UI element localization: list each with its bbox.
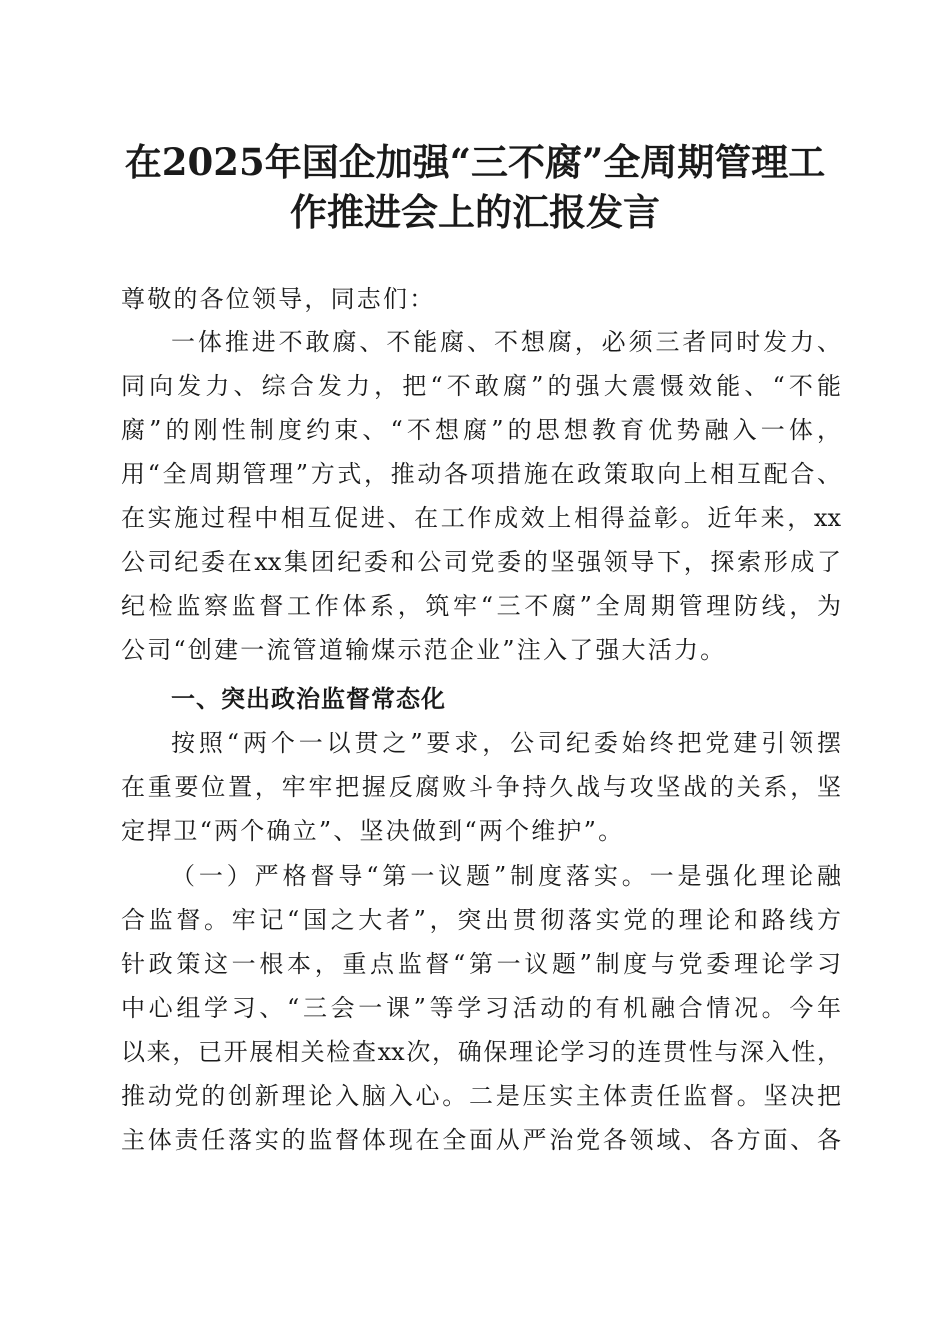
paragraph-line: 用“全周期管理”方式，推动各项措施在政策取向上相互配合、 bbox=[121, 460, 841, 488]
paragraph-line: 针政策这一根本，重点监督“第一议题”制度与党委理论学习 bbox=[121, 950, 841, 978]
paragraph-line: 以来，已开展相关检查xx次，确保理论学习的连贯性与深入性， bbox=[121, 1038, 841, 1066]
paragraph-line: 按照“两个一以贯之”要求，公司纪委始终把党建引领摆 bbox=[171, 729, 841, 757]
paragraph-line: 腐”的刚性制度约束、“不想腐”的思想教育优势融入一体， bbox=[121, 416, 841, 444]
paragraph-line: 推动党的创新理论入脑入心。二是压实主体责任监督。坚决把 bbox=[121, 1082, 841, 1110]
paragraph-line: 公司纪委在xx集团纪委和公司党委的坚强领导下，探索形成了 bbox=[121, 548, 841, 576]
document-title-line-2: 作推进会上的汇报发言 bbox=[290, 190, 660, 234]
paragraph-line: 公司“创建一流管道输煤示范企业”注入了强大活力。 bbox=[121, 636, 727, 664]
paragraph-line: 在重要位置，牢牢把握反腐败斗争持久战与攻坚战的关系，坚 bbox=[121, 773, 841, 801]
paragraph-line: （一）严格督导“第一议题”制度落实。一是强化理论融 bbox=[171, 862, 841, 890]
paragraph-line: 主体责任落实的监督体现在全面从严治党各领域、各方面、各 bbox=[121, 1126, 841, 1154]
section-heading: 一、突出政治监督常态化 bbox=[171, 685, 446, 713]
document-title-line-1: 在2025年国企加强“三不腐”全周期管理工 bbox=[124, 140, 826, 184]
salutation: 尊敬的各位领导，同志们： bbox=[121, 285, 436, 313]
paragraph-line: 中心组学习、“三会一课”等学习活动的有机融合情况。今年 bbox=[121, 994, 841, 1022]
paragraph-line: 在实施过程中相互促进、在工作成效上相得益彰。近年来，xx bbox=[121, 504, 841, 532]
paragraph-line: 一体推进不敢腐、不能腐、不想腐，必须三者同时发力、 bbox=[171, 328, 841, 356]
paragraph-line: 同向发力、综合发力，把“不敢腐”的强大震慑效能、“不能 bbox=[121, 372, 841, 400]
paragraph-line: 定捍卫“两个确立”、坚决做到“两个维护”。 bbox=[121, 817, 625, 845]
paragraph-line: 纪检监察监督工作体系，筑牢“三不腐”全周期管理防线，为 bbox=[121, 592, 841, 620]
paragraph-line: 合监督。牢记“国之大者”，突出贯彻落实党的理论和路线方 bbox=[121, 906, 841, 934]
